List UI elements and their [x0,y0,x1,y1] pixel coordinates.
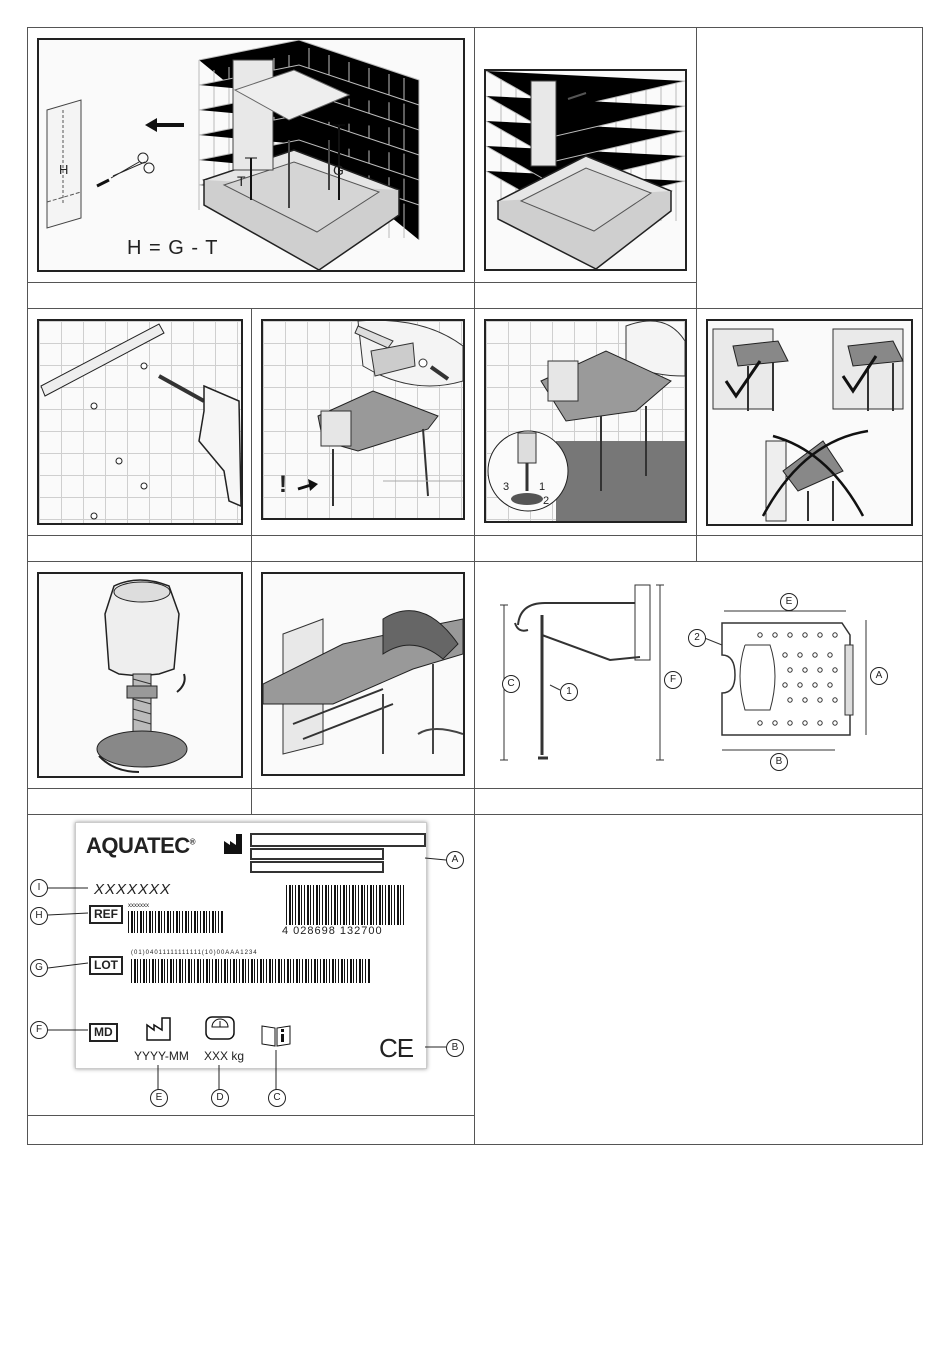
warning-mark: ! [279,471,287,498]
ean-number: 4 028698 132700 [282,925,383,937]
callout-i: I [30,879,48,897]
callout-c: C [268,1089,286,1107]
brand-registered-mark: ® [189,837,196,847]
dimension-t-label: T [237,173,246,189]
manufacture-date: YYYY-MM [134,1049,189,1063]
part-1-label: 1 [560,683,578,701]
formula-text: H = G - T [127,237,219,259]
dimension-g-label: G [333,162,344,178]
dim-e-label: E [780,593,798,611]
md-symbol: MD [89,1023,118,1042]
brand-name: AQUATEC [86,833,190,858]
dim-b-label: B [770,753,788,771]
part-2-label: 2 [688,629,706,647]
ref-symbol: REF [89,905,123,924]
adjust-step-3: 3 [503,481,510,493]
max-weight: XXX kg [204,1049,245,1063]
dim-c-label: C [502,675,520,693]
dim-a-label: A [870,667,888,685]
callout-d: D [211,1089,229,1107]
lot-digits: (01)04011111111111(10)00AAA1234 [131,950,258,956]
callout-g: G [30,959,48,977]
callout-a: A [446,851,464,869]
lot-symbol: LOT [89,956,123,975]
dim-f-label: F [664,671,682,689]
adjust-step-1: 1 [539,481,546,493]
callout-h: H [30,907,48,925]
ce-mark: CE [379,1033,414,1063]
callout-f: F [30,1021,48,1039]
adjust-step-2: 2 [543,495,550,507]
callout-b: B [446,1039,464,1057]
callout-e: E [150,1089,168,1107]
product-name: XXXXXXX [94,881,172,898]
ref-number: xxxxxxx [128,903,149,909]
dimension-h-label: H [59,162,69,177]
